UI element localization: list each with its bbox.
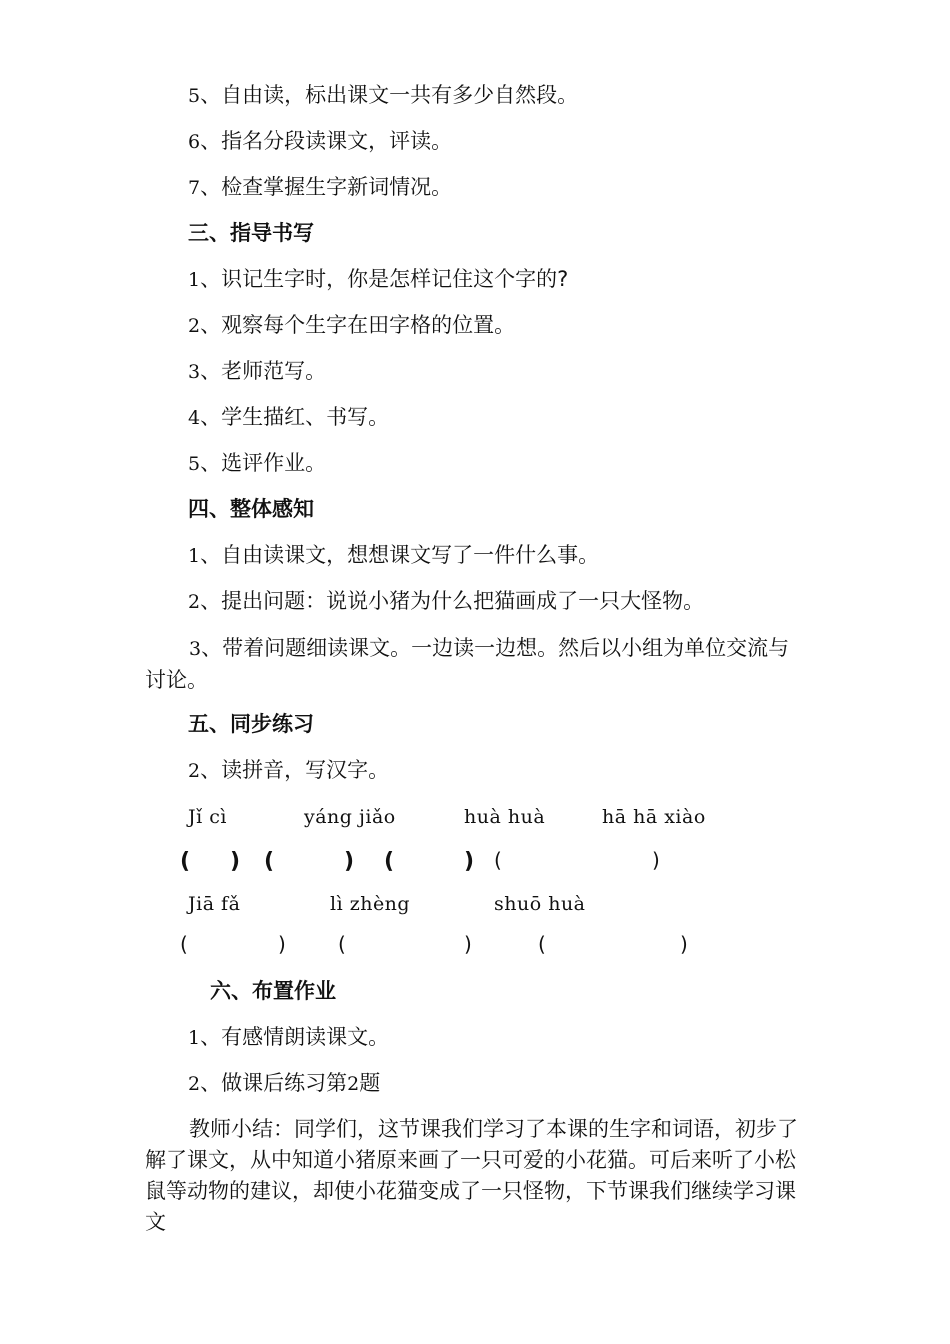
teacher-summary: 教师小结：同学们，这节课我们学习了本课的生字和词语，初步了解了课文，从中知道小猪原来画了一只可爱的小花猫。可后来听了小松鼠等动物的建议，却使小花猫变成了一只怪物，下节课我们继续学习课文 bbox=[145, 1117, 798, 1234]
answer-bracket-close: ) bbox=[464, 932, 472, 956]
list-item: 2、做课后练习第2题 bbox=[188, 1071, 381, 1095]
pinyin-word: lì zhèng bbox=[330, 893, 411, 915]
pinyin-word: Jiā fǎ bbox=[188, 893, 241, 915]
pinyin-word: shuō huà bbox=[494, 893, 586, 915]
answer-bracket-open: ( bbox=[264, 849, 275, 874]
pinyin-word: Jǐ cì bbox=[188, 806, 227, 828]
answer-bracket-open: ( bbox=[494, 848, 502, 872]
list-item: 3、老师范写。 bbox=[188, 359, 327, 383]
list-item: 5、自由读，标出课文一共有多少自然段。 bbox=[188, 83, 579, 107]
answer-bracket-close: ) bbox=[464, 849, 475, 874]
answer-bracket-open: ( bbox=[538, 932, 546, 956]
section-heading: 五、同步练习 bbox=[188, 712, 314, 736]
pinyin-word: huà huà bbox=[464, 806, 546, 828]
pinyin-word: yáng jiǎo bbox=[304, 806, 396, 828]
answer-bracket-open: ( bbox=[180, 849, 191, 874]
pinyin-word: hā hā xiào bbox=[602, 806, 706, 828]
list-item: 1、识记生字时，你是怎样记住这个字的? bbox=[188, 267, 569, 291]
list-item: 1、自由读课文，想想课文写了一件什么事。 bbox=[188, 543, 600, 567]
list-item: 7、检查掌握生字新词情况。 bbox=[188, 175, 453, 199]
list-item: 4、学生描红、书写。 bbox=[188, 405, 390, 429]
answer-bracket-open: ( bbox=[384, 849, 395, 874]
list-item: 2、观察每个生字在田字格的位置。 bbox=[188, 313, 516, 337]
answer-bracket-open: ( bbox=[180, 932, 188, 956]
section-heading: 三、指导书写 bbox=[188, 221, 314, 245]
answer-bracket-close: ) bbox=[652, 848, 660, 872]
list-item: 5、选评作业。 bbox=[188, 451, 327, 475]
answer-bracket-open: ( bbox=[338, 932, 346, 956]
answer-bracket-close: ) bbox=[680, 932, 688, 956]
list-item: 2、提出问题：说说小猪为什么把猫画成了一只大怪物。 bbox=[188, 589, 705, 613]
answer-bracket-close: ) bbox=[230, 849, 241, 874]
answer-bracket-close: ) bbox=[344, 849, 355, 874]
answer-bracket-close: ) bbox=[278, 932, 286, 956]
list-item: 2、读拼音，写汉字。 bbox=[188, 758, 390, 782]
list-item: 6、指名分段读课文，评读。 bbox=[188, 129, 453, 153]
list-item-wrapped: 3、带着问题细读课文。一边读一边想。然后以小组为单位交流与讨论。 bbox=[145, 636, 790, 692]
section-heading: 四、整体感知 bbox=[188, 497, 314, 521]
list-item: 1、有感情朗读课文。 bbox=[188, 1025, 390, 1049]
section-heading: 六、布置作业 bbox=[210, 979, 336, 1003]
